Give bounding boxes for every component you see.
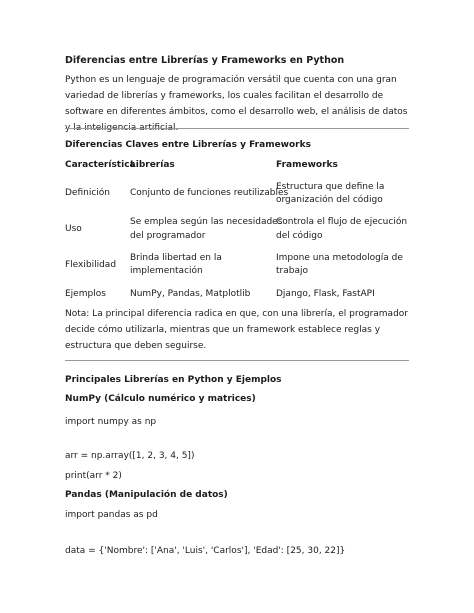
table-cell-library: Se emplea según las necesidades	[130, 217, 283, 227]
table-cell-framework: Controla el flujo de ejecución	[276, 217, 408, 227]
divider	[65, 128, 409, 129]
table-cell-library: NumPy, Pandas, Matplotlib	[130, 289, 251, 299]
code-line: data = {'Nombre': ['Ana', 'Luis', 'Carlos'], 'Edad': [25, 30, 22]}	[65, 546, 346, 556]
table-header-frameworks: Frameworks	[276, 160, 338, 170]
table-cell-framework: trabajo	[276, 266, 308, 276]
table-header-feature: Característica	[65, 160, 136, 170]
table-cell-library: Brinda libertad en la	[130, 253, 222, 263]
table-cell-library: del programador	[130, 231, 206, 241]
table-cell-framework: organización del código	[276, 195, 383, 205]
table-header-libraries: Librerías	[130, 160, 175, 170]
section-title-libraries: Principales Librerías en Python y Ejemplos	[65, 375, 282, 385]
table-cell-feature: Flexibilidad	[65, 260, 117, 270]
code-line: import numpy as np	[65, 417, 157, 427]
code-line: arr = np.array([1, 2, 3, 4, 5])	[65, 451, 195, 461]
table-cell-feature: Uso	[65, 224, 82, 234]
document-title: Diferencias entre Librerías y Frameworks en Python	[65, 55, 345, 66]
pandas-heading: Pandas (Manipulación de datos)	[65, 490, 228, 500]
numpy-heading: NumPy (Cálculo numérico y matrices)	[65, 394, 256, 404]
table-cell-feature: Definición	[65, 188, 110, 198]
code-line: import pandas as pd	[65, 510, 158, 520]
table-cell-framework: Django, Flask, FastAPI	[276, 289, 375, 299]
table-cell-framework: del código	[276, 231, 323, 241]
divider	[65, 360, 409, 361]
table-cell-framework: Estructura que define la	[276, 182, 385, 192]
note-paragraph: Nota: La principal diferencia radica en que, con una librería, el programador decide cómo utilizarla, mientras que un framework establece reglas y estructura que deben seguirse.	[65, 309, 408, 351]
section-title-differences: Diferencias Claves entre Librerías y Frameworks	[65, 140, 311, 150]
table-cell-library: Conjunto de funciones reutilizables	[130, 188, 289, 198]
table-cell-library: implementación	[130, 266, 203, 276]
intro-paragraph: Python es un lenguaje de programación versátil que cuenta con una gran variedad de librerías y frameworks, los cuales facilitan el desarrollo de software en diferentes ámbitos, como el desarrollo web, el análisis de datos y la inteligencia artificial.	[65, 75, 408, 133]
table-cell-framework: Impone una metodología de	[276, 253, 403, 263]
code-line: print(arr * 2)	[65, 471, 122, 481]
table-cell-feature: Ejemplos	[65, 289, 106, 299]
